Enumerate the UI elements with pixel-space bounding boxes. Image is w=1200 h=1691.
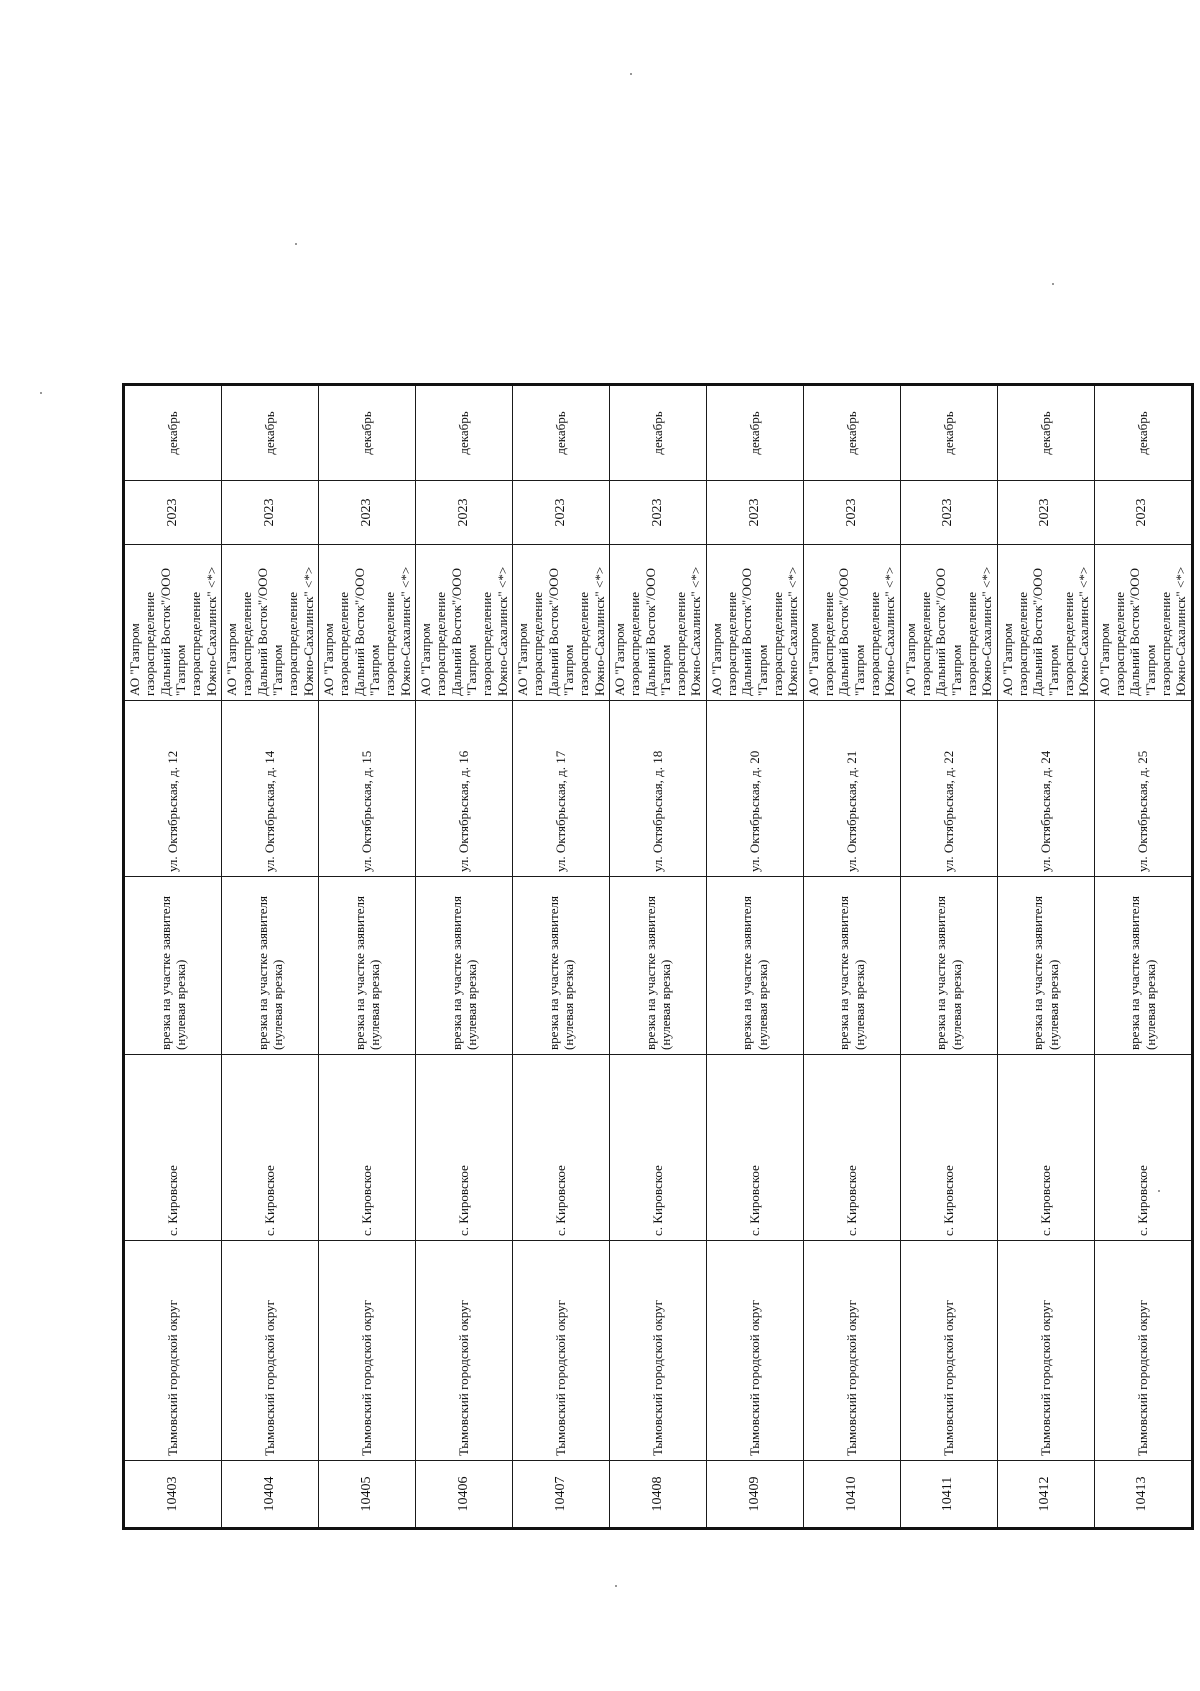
month-cell: декабрь [803,385,900,481]
address-cell: ул. Октябрьская, д. 14 [221,701,318,877]
year-cell: 2023 [415,481,512,545]
organization-cell: АО "Газпром газораспределение Дальний Восток"/ООО "Газпром газораспределение Южно-Сахалинск" <*> [221,545,318,701]
organization-cell: АО "Газпром газораспределение Дальний Восток"/ООО "Газпром газораспределение Южно-Сахалинск" <*> [803,545,900,701]
row-number: 10411 [900,1461,997,1529]
month-cell: декабрь [1094,385,1192,481]
district-cell: Тымовский городской округ [803,1241,900,1461]
month-cell: декабрь [997,385,1094,481]
organization-cell: АО "Газпром газораспределение Дальний Восток"/ООО "Газпром газораспределение Южно-Сахалинск" <*> [997,545,1094,701]
table-row [415,385,512,1529]
organization-cell: АО "Газпром газораспределение Дальний Восток"/ООО "Газпром газораспределение Южно-Сахалинск" <*> [415,545,512,701]
table-body [124,385,1193,1529]
scan-speck [40,392,42,394]
settlement-cell: с. Кировское [803,1055,900,1241]
gas-connection-table [122,383,1194,1530]
district-cell: Тымовский городской округ [124,1241,222,1461]
address-cell: ул. Октябрьская, д. 22 [900,701,997,877]
work-type-cell: врезка на участке заявителя (нулевая врезка) [803,877,900,1055]
organization-cell: АО "Газпром газораспределение Дальний Восток"/ООО "Газпром газораспределение Южно-Сахалинск" <*> [1094,545,1192,701]
row-number: 10410 [803,1461,900,1529]
organization-cell: АО "Газпром газораспределение Дальний Восток"/ООО "Газпром газораспределение Южно-Сахалинск" <*> [318,545,415,701]
table-row [803,385,900,1529]
scan-speck [630,73,632,75]
settlement-cell: с. Кировское [609,1055,706,1241]
month-cell: декабрь [124,385,222,481]
row-number: 10408 [609,1461,706,1529]
work-type-cell: врезка на участке заявителя (нулевая врезка) [609,877,706,1055]
month-cell: декабрь [512,385,609,481]
month-cell: декабрь [415,385,512,481]
district-cell: Тымовский городской округ [609,1241,706,1461]
address-cell: ул. Октябрьская, д. 24 [997,701,1094,877]
address-cell: ул. Октябрьская, д. 18 [609,701,706,877]
row-number: 10405 [318,1461,415,1529]
year-cell: 2023 [512,481,609,545]
settlement-cell: с. Кировское [512,1055,609,1241]
month-cell: декабрь [706,385,803,481]
address-cell: ул. Октябрьская, д. 25 [1094,701,1192,877]
row-number: 10404 [221,1461,318,1529]
settlement-cell: с. Кировское [318,1055,415,1241]
year-cell: 2023 [706,481,803,545]
table-row [124,385,222,1529]
district-cell: Тымовский городской округ [415,1241,512,1461]
table-row [221,385,318,1529]
row-number: 10407 [512,1461,609,1529]
district-cell: Тымовский городской округ [221,1241,318,1461]
organization-cell: АО "Газпром газораспределение Дальний Восток"/ООО "Газпром газораспределение Южно-Сахалинск" <*> [609,545,706,701]
month-cell: декабрь [318,385,415,481]
table-row [706,385,803,1529]
district-cell: Тымовский городской округ [1094,1241,1192,1461]
table-row [512,385,609,1529]
address-cell: ул. Октябрьская, д. 20 [706,701,803,877]
settlement-cell: с. Кировское [997,1055,1094,1241]
scan-speck [1052,283,1054,285]
work-type-cell: врезка на участке заявителя (нулевая врезка) [124,877,222,1055]
district-cell: Тымовский городской округ [512,1241,609,1461]
settlement-cell: с. Кировское [1094,1055,1192,1241]
address-cell: ул. Октябрьская, д. 16 [415,701,512,877]
row-number: 10406 [415,1461,512,1529]
month-cell: декабрь [609,385,706,481]
month-cell: декабрь [221,385,318,481]
settlement-cell: с. Кировское [221,1055,318,1241]
address-cell: ул. Октябрьская, д. 17 [512,701,609,877]
scan-speck [295,243,297,245]
year-cell: 2023 [221,481,318,545]
organization-cell: АО "Газпром газораспределение Дальний Восток"/ООО "Газпром газораспределение Южно-Сахалинск" <*> [706,545,803,701]
month-cell: декабрь [900,385,997,481]
district-cell: Тымовский городской округ [900,1241,997,1461]
row-number: 10412 [997,1461,1094,1529]
district-cell: Тымовский городской округ [997,1241,1094,1461]
work-type-cell: врезка на участке заявителя (нулевая врезка) [1094,877,1192,1055]
organization-cell: АО "Газпром газораспределение Дальний Восток"/ООО "Газпром газораспределение Южно-Сахалинск" <*> [124,545,222,701]
address-cell: ул. Октябрьская, д. 21 [803,701,900,877]
year-cell: 2023 [609,481,706,545]
work-type-cell: врезка на участке заявителя (нулевая врезка) [221,877,318,1055]
table-row [900,385,997,1529]
year-cell: 2023 [124,481,222,545]
work-type-cell: врезка на участке заявителя (нулевая врезка) [512,877,609,1055]
settlement-cell: с. Кировское [415,1055,512,1241]
rotated-table-wrapper [122,386,1189,1530]
work-type-cell: врезка на участке заявителя (нулевая врезка) [415,877,512,1055]
year-cell: 2023 [997,481,1094,545]
table-row [997,385,1094,1529]
organization-cell: АО "Газпром газораспределение Дальний Восток"/ООО "Газпром газораспределение Южно-Сахалинск" <*> [900,545,997,701]
row-number: 10403 [124,1461,222,1529]
organization-cell: АО "Газпром газораспределение Дальний Восток"/ООО "Газпром газораспределение Южно-Сахалинск" <*> [512,545,609,701]
table-row [1094,385,1192,1529]
work-type-cell: врезка на участке заявителя (нулевая врезка) [900,877,997,1055]
row-number: 10413 [1094,1461,1192,1529]
year-cell: 2023 [1094,481,1192,545]
row-number: 10409 [706,1461,803,1529]
work-type-cell: врезка на участке заявителя (нулевая врезка) [706,877,803,1055]
settlement-cell: с. Кировское [124,1055,222,1241]
address-cell: ул. Октябрьская, д. 12 [124,701,222,877]
work-type-cell: врезка на участке заявителя (нулевая врезка) [318,877,415,1055]
settlement-cell: с. Кировское [706,1055,803,1241]
scan-speck [615,1585,617,1587]
district-cell: Тымовский городской округ [706,1241,803,1461]
address-cell: ул. Октябрьская, д. 15 [318,701,415,877]
district-cell: Тымовский городской округ [318,1241,415,1461]
settlement-cell: с. Кировское [900,1055,997,1241]
year-cell: 2023 [900,481,997,545]
year-cell: 2023 [318,481,415,545]
year-cell: 2023 [803,481,900,545]
work-type-cell: врезка на участке заявителя (нулевая врезка) [997,877,1094,1055]
table-row [609,385,706,1529]
table-row [318,385,415,1529]
